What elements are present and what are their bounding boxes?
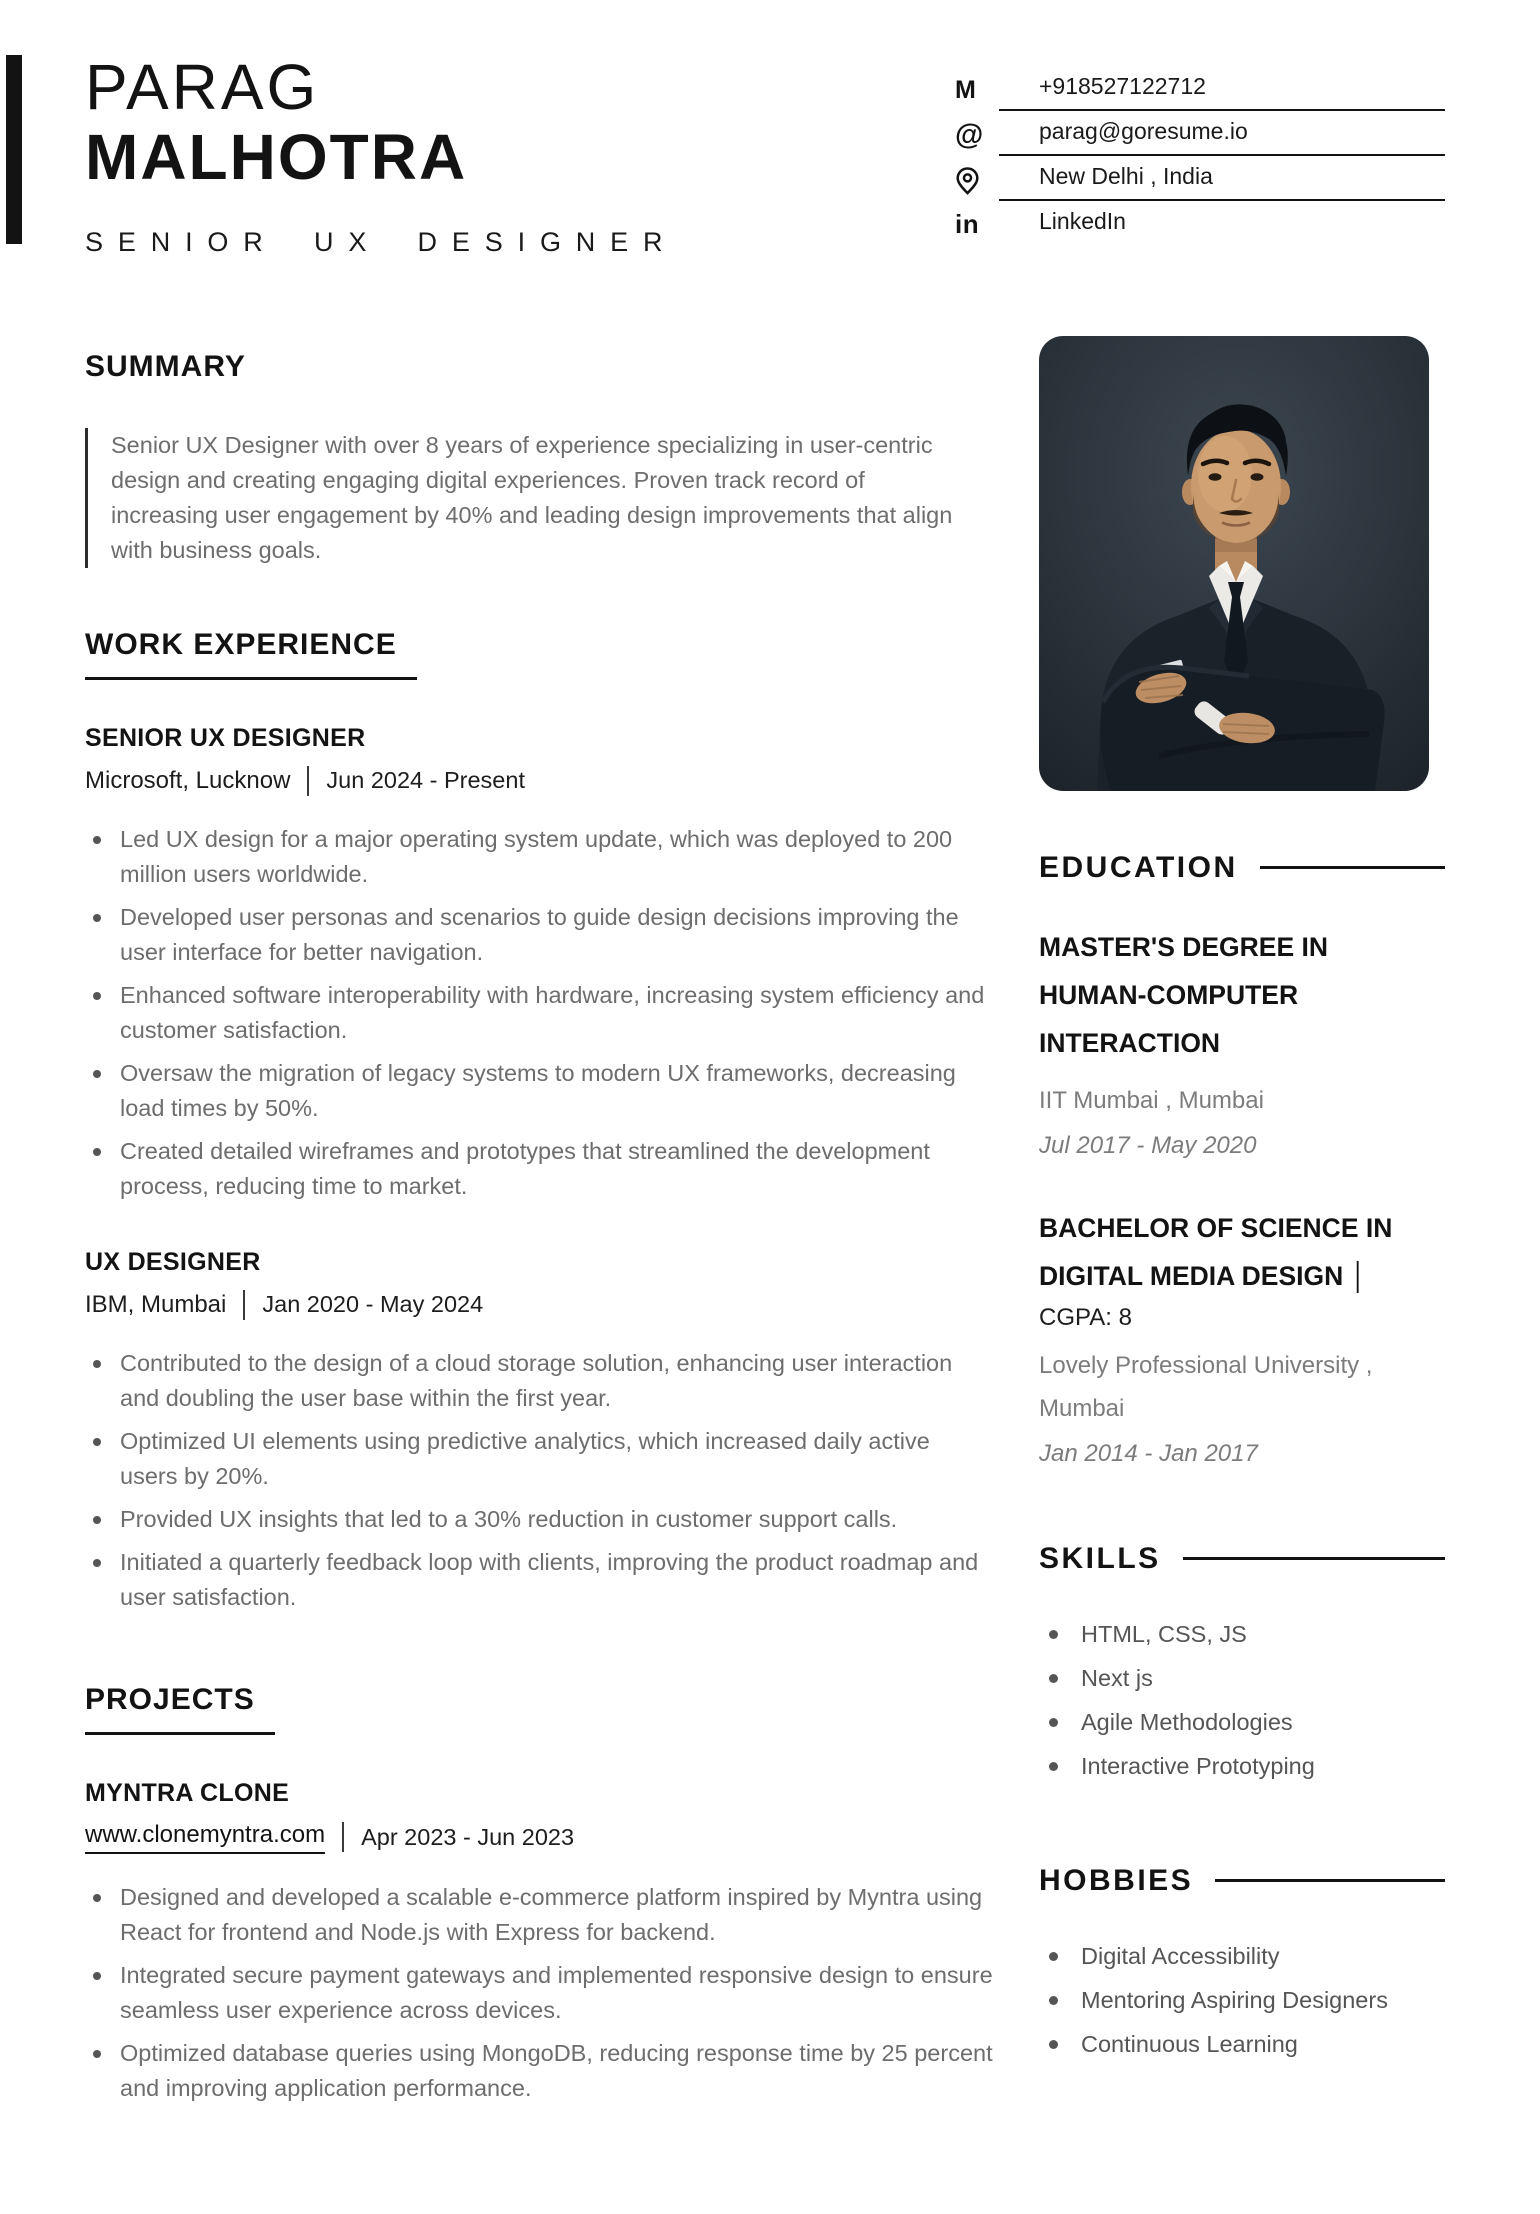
hobby-item: Digital Accessibility <box>1039 1934 1445 1978</box>
name-block <box>85 52 677 258</box>
job-company: Microsoft, Lucknow <box>85 766 291 794</box>
skill-item: Interactive Prototyping <box>1039 1744 1445 1788</box>
project-bullet: Integrated secure payment gateways and implemented responsive design to ensure seamless user experience across devices. <box>85 1958 993 2028</box>
institution: Lovely Professional University , Mumbai <box>1039 1351 1373 1422</box>
job-bullet: Created detailed wireframes and prototypes that streamlined the development process, reducing time to market. <box>85 1134 993 1204</box>
hobbies-heading-label: HOBBIES <box>1039 1863 1194 1897</box>
divider <box>342 1822 344 1852</box>
hobby-item: Continuous Learning <box>1039 2022 1445 2066</box>
job-meta <box>85 766 993 796</box>
education-heading <box>1039 851 1445 885</box>
location-icon <box>955 156 999 201</box>
hobby-item: Mentoring Aspiring Designers <box>1039 1978 1445 2022</box>
job-role: UX DESIGNER <box>85 1247 261 1276</box>
header <box>0 0 1540 258</box>
summary-section <box>85 350 993 568</box>
project-meta <box>85 1821 993 1854</box>
project-bullet: Designed and developed a scalable e-commerce platform inspired by Myntra using React for frontend and Node.js with Express for backend. <box>85 1880 993 1950</box>
summary-text: Senior UX Designer with over 8 years of experience specializing in user-centric design and creating engaging digital experiences. Proven track record of increasing user engagement by 40% and leading design improvements that align with business goals. <box>85 428 965 568</box>
mobile-icon: M <box>955 76 976 104</box>
heading-rule <box>1260 866 1445 869</box>
job-title: SENIOR UX DESIGNER <box>85 226 678 257</box>
job-bullet: Provided UX insights that led to a 30% reduction in customer support calls. <box>85 1502 993 1537</box>
project-bullet: Optimized database queries using MongoDB, reducing response time by 25 percent and improving application performance. <box>85 2036 993 2106</box>
job-entry-ux-designer <box>85 1248 993 1615</box>
skills-list <box>1039 1612 1445 1788</box>
job-meta <box>85 1290 993 1320</box>
contact-row-location <box>955 156 1445 201</box>
institution: IIT Mumbai , Mumbai <box>1039 1086 1264 1114</box>
cgpa-value: CGPA: 8 <box>1039 1303 1132 1331</box>
divider <box>243 1290 245 1320</box>
project-dates: Apr 2023 - Jun 2023 <box>361 1823 575 1850</box>
side-column <box>1039 328 1445 2114</box>
project-entry-myntra-clone <box>85 1779 993 2106</box>
job-bullet-list <box>85 822 993 1204</box>
skill-item: Agile Methodologies <box>1039 1700 1445 1744</box>
projects-heading: PROJECTS <box>85 1683 275 1735</box>
education-heading-label: EDUCATION <box>1039 850 1238 884</box>
education-entry-bachelors <box>1039 1204 1445 1468</box>
projects-section <box>85 1683 993 2106</box>
job-bullet: Led UX design for a major operating system update, which was deployed to 200 million users worldwide. <box>85 822 993 892</box>
summary-heading: SUMMARY <box>85 349 246 383</box>
project-bullet-list <box>85 1880 993 2106</box>
skills-section <box>1039 1542 1445 1788</box>
job-bullet: Initiated a quarterly feedback loop with clients, improving the product roadmap and user satisfaction. <box>85 1545 993 1615</box>
email-value: parag@goresume.io <box>999 111 1445 156</box>
work-experience-section <box>85 628 993 1615</box>
job-entry-senior-ux-designer <box>85 724 993 1204</box>
skill-item: HTML, CSS, JS <box>1039 1612 1445 1656</box>
heading-rule <box>1215 1879 1445 1882</box>
linkedin-link[interactable]: LinkedIn <box>1039 208 1126 234</box>
heading-rule <box>1183 1557 1445 1560</box>
job-company: IBM, Mumbai <box>85 1290 227 1318</box>
first-name: PARAG <box>85 51 320 123</box>
job-bullet: Oversaw the migration of legacy systems to modern UX frameworks, decreasing load times by 50%. <box>85 1056 993 1126</box>
job-bullet: Optimized UI elements using predictive analytics, which increased daily active users by 20%. <box>85 1424 993 1494</box>
education-dates: Jul 2017 - May 2020 <box>1039 1131 1257 1159</box>
skill-item: Next js <box>1039 1656 1445 1700</box>
content-columns <box>0 328 1540 2114</box>
linkedin-icon: in <box>955 209 980 239</box>
education-section <box>1039 851 1445 1468</box>
job-bullet: Contributed to the design of a cloud storage solution, enhancing user interaction and doubling the user base within the first year. <box>85 1346 993 1416</box>
hobbies-section <box>1039 1864 1445 2066</box>
divider <box>307 766 309 796</box>
job-bullet-list <box>85 1346 993 1615</box>
job-bullet: Developed user personas and scenarios to guide design decisions improving the user interface for better navigation. <box>85 900 993 970</box>
job-role: SENIOR UX DESIGNER <box>85 723 366 752</box>
degree-name: BACHELOR OF SCIENCE IN DIGITAL MEDIA DESIGN │ <box>1039 1212 1393 1291</box>
contact-row-phone <box>955 66 1445 111</box>
last-name: MALHOTRA <box>85 121 468 194</box>
education-entry-masters <box>1039 923 1445 1160</box>
degree-name: MASTER'S DEGREE IN HUMAN-COMPUTER INTERACTION <box>1039 931 1329 1058</box>
accent-bar <box>6 55 22 244</box>
hobbies-list <box>1039 1934 1445 2066</box>
skills-heading <box>1039 1542 1445 1576</box>
job-bullet: Enhanced software interoperability with hardware, increasing system efficiency and customer satisfaction. <box>85 978 993 1048</box>
project-link[interactable]: www.clonemyntra.com <box>85 1821 325 1854</box>
hobbies-heading <box>1039 1864 1445 1898</box>
education-dates: Jan 2014 - Jan 2017 <box>1039 1439 1258 1467</box>
contact-block <box>955 66 1445 244</box>
work-experience-heading: WORK EXPERIENCE <box>85 628 417 680</box>
contact-row-linkedin <box>955 201 1445 244</box>
email-icon: @ <box>955 119 984 151</box>
phone-value: +918527122712 <box>999 66 1445 111</box>
project-name: MYNTRA CLONE <box>85 1778 290 1807</box>
job-dates: Jan 2020 - May 2024 <box>262 1291 484 1318</box>
profile-photo <box>1039 336 1445 791</box>
location-value: New Delhi , India <box>999 156 1445 201</box>
main-column <box>85 328 993 2114</box>
contact-row-email <box>955 111 1445 156</box>
skills-heading-label: SKILLS <box>1039 1541 1161 1575</box>
job-dates: Jun 2024 - Present <box>326 767 525 794</box>
